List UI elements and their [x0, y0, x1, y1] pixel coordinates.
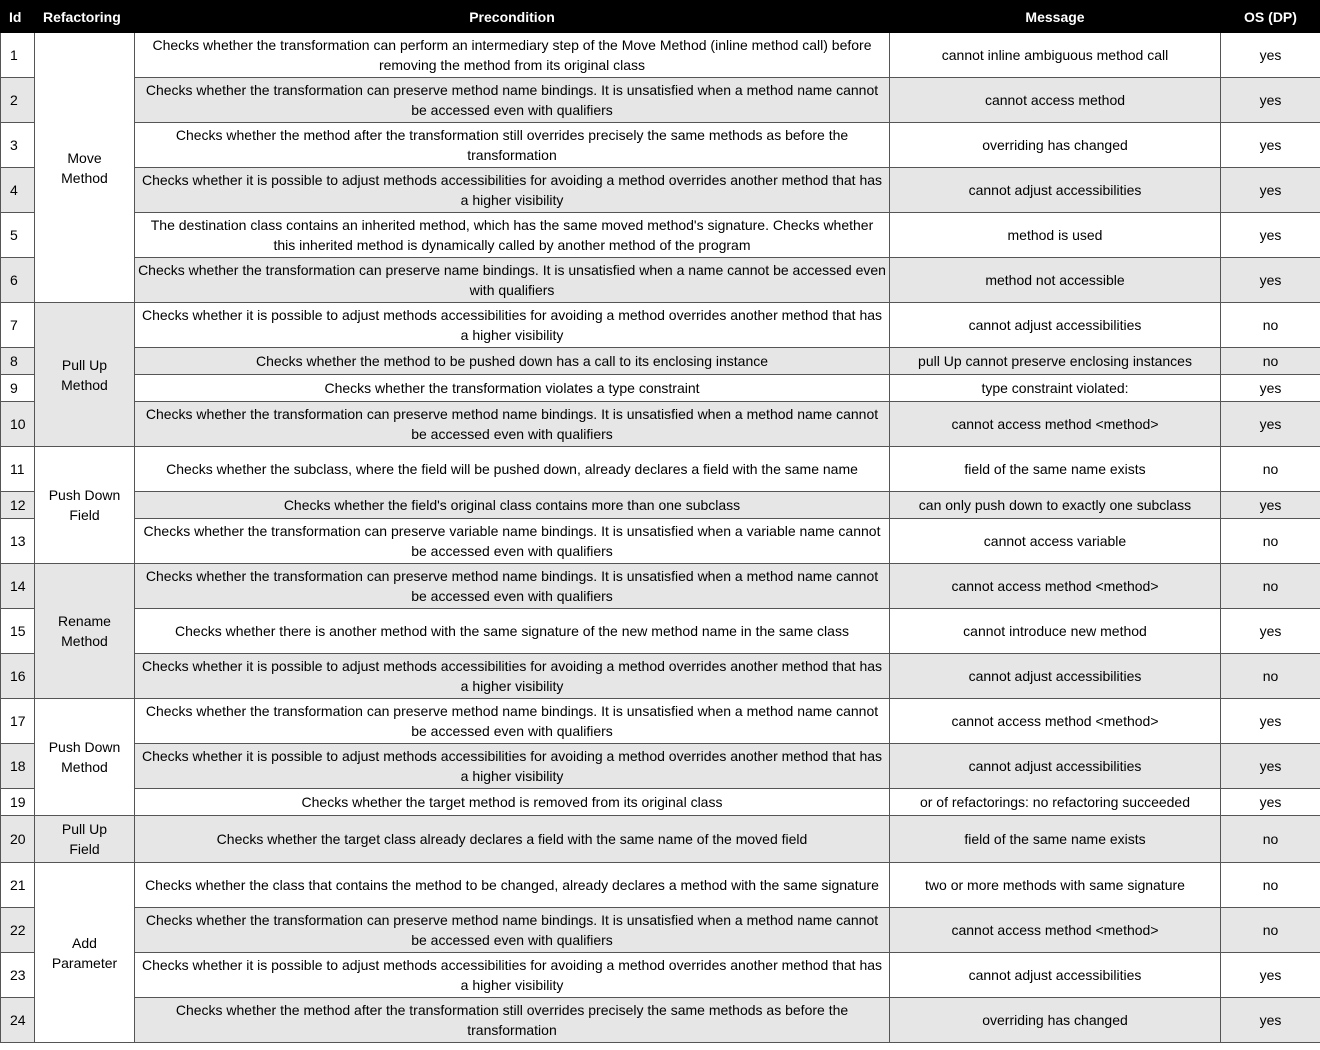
- row-id: 20: [1, 816, 35, 863]
- table-row: [1, 863, 1320, 908]
- group-label-line: Field: [69, 507, 100, 523]
- row-message: cannot adjust accessibilities: [890, 654, 1221, 699]
- row-os-dp: yes: [1221, 953, 1320, 998]
- header-precondition: Precondition: [135, 1, 890, 33]
- row-os-dp: yes: [1221, 609, 1320, 654]
- row-os-dp: yes: [1221, 78, 1320, 123]
- row-message: cannot access method <method>: [890, 699, 1221, 744]
- row-os-dp: yes: [1221, 744, 1320, 789]
- row-os-dp: yes: [1221, 998, 1320, 1043]
- row-precondition: The destination class contains an inherited method, which has the same moved method's signature. Checks whether this inherited method is dynamically called by another method of the program: [135, 213, 890, 258]
- row-precondition: Checks whether the transformation can preserve method name bindings. It is unsatisfied when a method name cannot be accessed even with qualifiers: [135, 908, 890, 953]
- table-row: [1, 402, 1320, 447]
- row-id: 19: [1, 789, 35, 816]
- row-message: cannot access method <method>: [890, 402, 1221, 447]
- table-row: [1, 258, 1320, 303]
- row-precondition: Checks whether the transformation can preserve name bindings. It is unsatisfied when a name cannot be accessed even with qualifiers: [135, 258, 890, 303]
- row-message: can only push down to exactly one subclass: [890, 492, 1221, 519]
- row-id: 15: [1, 609, 35, 654]
- row-os-dp: yes: [1221, 699, 1320, 744]
- group-label-line: Push Down: [48, 739, 121, 755]
- table-header: [1, 1, 1320, 33]
- group-label-line: Method: [61, 376, 108, 393]
- row-precondition: Checks whether it is possible to adjust methods accessibilities for avoiding a method overrides another method that has a higher visibility: [135, 303, 890, 348]
- row-precondition: Checks whether there is another method with the same signature of the new method name in the same class: [135, 609, 890, 654]
- table-row: [1, 375, 1320, 402]
- row-os-dp: yes: [1221, 258, 1320, 303]
- row-message: cannot adjust accessibilities: [890, 303, 1221, 348]
- refactoring-group-pull-up-field: [35, 816, 135, 863]
- header-message: Message: [890, 1, 1221, 33]
- row-message: overriding has changed: [890, 123, 1221, 168]
- row-os-dp: yes: [1221, 123, 1320, 168]
- table-row: [1, 78, 1320, 123]
- row-precondition: Checks whether the transformation can preserve method name bindings. It is unsatisfied when a method name cannot be accessed even with qualifiers: [135, 699, 890, 744]
- header-id: Id: [1, 1, 35, 33]
- row-message: cannot access method <method>: [890, 908, 1221, 953]
- table-row: [1, 953, 1320, 998]
- row-message: or of refactorings: no refactoring succeeded: [890, 789, 1221, 816]
- row-os-dp: no: [1221, 348, 1320, 375]
- row-message: cannot access method <method>: [890, 564, 1221, 609]
- row-id: 16: [1, 654, 35, 699]
- row-os-dp: yes: [1221, 789, 1320, 816]
- row-id: 23: [1, 953, 35, 998]
- row-id: 6: [1, 258, 35, 303]
- row-id: 21: [1, 863, 35, 908]
- table-row: [1, 699, 1320, 744]
- row-os-dp: yes: [1221, 402, 1320, 447]
- row-precondition: Checks whether the transformation can preserve method name bindings. It is unsatisfied when a method name cannot be accessed even with qualifiers: [135, 402, 890, 447]
- group-label-line: Push Down: [48, 487, 121, 503]
- row-precondition: Checks whether the method after the transformation still overrides precisely the same methods as before the transformation: [135, 998, 890, 1043]
- row-id: 14: [1, 564, 35, 609]
- table-row: [1, 447, 1320, 492]
- row-id: 2: [1, 78, 35, 123]
- row-os-dp: no: [1221, 447, 1320, 492]
- row-id: 12: [1, 492, 35, 519]
- row-id: 5: [1, 213, 35, 258]
- row-id: 17: [1, 699, 35, 744]
- group-label-line: Add: [72, 934, 97, 951]
- row-id: 10: [1, 402, 35, 447]
- header-row: [1, 1, 1320, 33]
- table-row: [1, 564, 1320, 609]
- row-precondition: Checks whether the transformation can preserve variable name bindings. It is unsatisfied when a variable name cannot be accessed even with qualifiers: [135, 519, 890, 564]
- group-label-line: Method: [61, 633, 108, 649]
- row-precondition: Checks whether it is possible to adjust methods accessibilities for avoiding a method overrides another method that has a higher visibility: [135, 168, 890, 213]
- row-message: method not accessible: [890, 258, 1221, 303]
- row-id: 1: [1, 33, 35, 78]
- group-label-line: Field: [69, 841, 100, 857]
- header-os-dp: OS (DP): [1221, 1, 1320, 33]
- row-id: 24: [1, 998, 35, 1043]
- row-os-dp: yes: [1221, 33, 1320, 78]
- refactoring-group-pull-up-method: [35, 303, 135, 447]
- row-message: field of the same name exists: [890, 447, 1221, 492]
- table-row: [1, 816, 1320, 863]
- row-os-dp: no: [1221, 863, 1320, 908]
- row-message: cannot introduce new method: [890, 609, 1221, 654]
- table-row: [1, 33, 1320, 78]
- table-body: [1, 33, 1320, 1043]
- row-id: 11: [1, 447, 35, 492]
- row-os-dp: yes: [1221, 168, 1320, 213]
- row-os-dp: no: [1221, 303, 1320, 348]
- table-row: [1, 303, 1320, 348]
- row-message: cannot adjust accessibilities: [890, 168, 1221, 213]
- row-os-dp: no: [1221, 654, 1320, 699]
- row-message: method is used: [890, 213, 1221, 258]
- row-precondition: Checks whether the class that contains the method to be changed, already declares a method with the same signature: [135, 863, 890, 908]
- row-precondition: Checks whether the field's original class contains more than one subclass: [135, 492, 890, 519]
- group-label-line: Method: [61, 759, 108, 775]
- table-row: [1, 519, 1320, 564]
- row-os-dp: yes: [1221, 492, 1320, 519]
- refactoring-group-add-parameter: [35, 863, 135, 1043]
- row-precondition: Checks whether it is possible to adjust methods accessibilities for avoiding a method overrides another method that has a higher visibility: [135, 953, 890, 998]
- row-message: two or more methods with same signature: [890, 863, 1221, 908]
- row-message: cannot access variable: [890, 519, 1221, 564]
- table-row: [1, 998, 1320, 1043]
- row-id: 8: [1, 348, 35, 375]
- table-row: [1, 213, 1320, 258]
- row-id: 13: [1, 519, 35, 564]
- table-row: [1, 744, 1320, 789]
- row-message: pull Up cannot preserve enclosing instances: [890, 348, 1221, 375]
- header-refactoring: Refactoring: [35, 1, 135, 33]
- table-row: [1, 492, 1320, 519]
- refactoring-group-move-method: [35, 33, 135, 303]
- row-message: field of the same name exists: [890, 816, 1221, 863]
- table-row: [1, 123, 1320, 168]
- row-precondition: Checks whether the transformation can perform an intermediary step of the Move Method (inline method call) before removing the method from its original class: [135, 33, 890, 78]
- row-message: cannot adjust accessibilities: [890, 953, 1221, 998]
- refactoring-group-rename-method: [35, 564, 135, 699]
- table-row: [1, 168, 1320, 213]
- group-label-line: Parameter: [51, 954, 118, 971]
- row-os-dp: yes: [1221, 213, 1320, 258]
- row-id: 22: [1, 908, 35, 953]
- row-message: overriding has changed: [890, 998, 1221, 1043]
- row-os-dp: no: [1221, 908, 1320, 953]
- row-message: type constraint violated:: [890, 375, 1221, 402]
- row-precondition: Checks whether the method to be pushed down has a call to its enclosing instance: [135, 348, 890, 375]
- group-label-line: Pull Up: [61, 356, 108, 373]
- row-precondition: Checks whether it is possible to adjust methods accessibilities for avoiding a method overrides another method that has a higher visibility: [135, 654, 890, 699]
- refactoring-group-push-down-method: [35, 699, 135, 816]
- row-message: cannot access method: [890, 78, 1221, 123]
- row-id: 4: [1, 168, 35, 213]
- row-os-dp: no: [1221, 564, 1320, 609]
- table-row: [1, 609, 1320, 654]
- row-id: 7: [1, 303, 35, 348]
- row-id: 9: [1, 375, 35, 402]
- row-precondition: Checks whether the transformation can preserve method name bindings. It is unsatisfied when a method name cannot be accessed even with qualifiers: [135, 78, 890, 123]
- group-label-line: Method: [61, 169, 108, 186]
- row-precondition: Checks whether it is possible to adjust methods accessibilities for avoiding a method overrides another method that has a higher visibility: [135, 744, 890, 789]
- row-precondition: Checks whether the target method is removed from its original class: [135, 789, 890, 816]
- row-id: 18: [1, 744, 35, 789]
- row-message: cannot inline ambiguous method call: [890, 33, 1221, 78]
- row-os-dp: no: [1221, 816, 1320, 863]
- refactoring-group-push-down-field: [35, 447, 135, 564]
- row-os-dp: no: [1221, 519, 1320, 564]
- group-label-line: Move: [67, 149, 102, 166]
- row-message: cannot adjust accessibilities: [890, 744, 1221, 789]
- row-precondition: Checks whether the transformation can preserve method name bindings. It is unsatisfied when a method name cannot be accessed even with qualifiers: [135, 564, 890, 609]
- table-row: [1, 348, 1320, 375]
- row-precondition: Checks whether the target class already declares a field with the same name of the moved field: [135, 816, 890, 863]
- group-label-line: Pull Up: [61, 821, 108, 837]
- row-precondition: Checks whether the subclass, where the field will be pushed down, already declares a field with the same name: [135, 447, 890, 492]
- row-precondition: Checks whether the method after the transformation still overrides precisely the same methods as before the transformation: [135, 123, 890, 168]
- row-os-dp: yes: [1221, 375, 1320, 402]
- table-row: [1, 908, 1320, 953]
- group-label-line: Rename: [58, 613, 111, 629]
- table-row: [1, 654, 1320, 699]
- row-id: 3: [1, 123, 35, 168]
- table-row: [1, 789, 1320, 816]
- row-precondition: Checks whether the transformation violates a type constraint: [135, 375, 890, 402]
